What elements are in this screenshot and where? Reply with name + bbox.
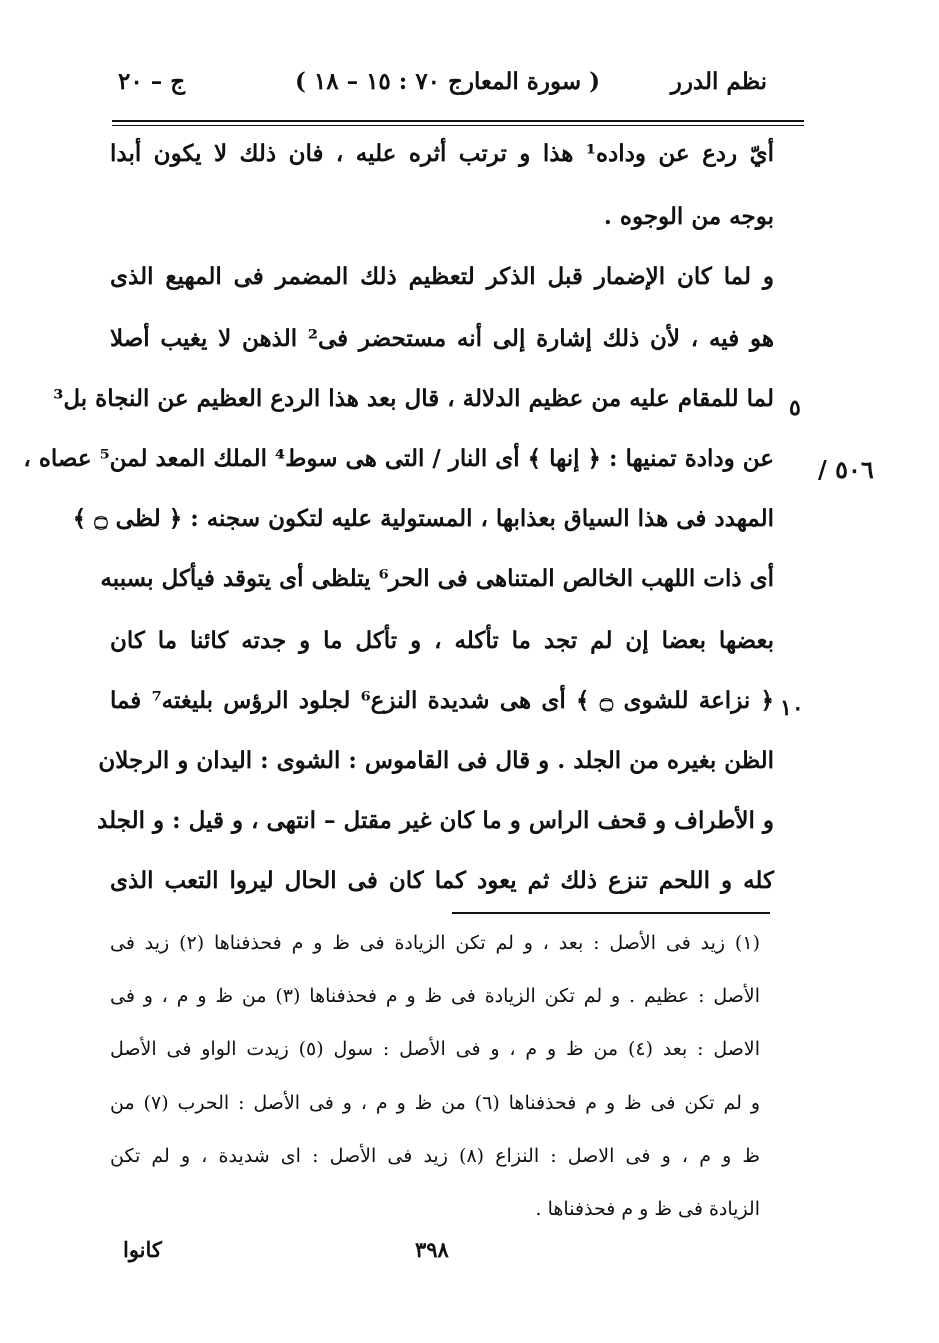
header-rule-thin [112,125,804,126]
text-line: لما للمقام عليه من عظيم الدلالة ، قال بعد هذا الردع العظيم عن النجاة بل³ [53,385,774,412]
text-line: بوجه من الوجوه . [603,203,774,230]
text-line: الظن بغيره من الجلد . و قال فى القاموس : الشوى : اليدان و الرجلان [98,747,774,774]
catchword: كانوا [123,1237,162,1262]
text-line: بعضها بعضا إن لم تجد ما تأكله ، و تأكل ما و جدته كائنا ما كان [110,627,774,654]
footnote-rule [452,912,770,914]
footnote-line: و لم تكن فى ظ و م فحذفناها (٦) من ظ و م ، و فى الأصل : الحرب (٧) من [110,1092,761,1114]
text-line: كله و اللحم تنزع ذلك ثم يعود كما كان فى الحال ليروا التعب الذى [110,867,774,894]
page-number: ٣٩٨ [415,1237,449,1262]
footnote-line: الاصل : بعد (٤) من ظ و م ، و فى الأصل : سول (٥) زيدت الواو فى الأصل [110,1038,760,1060]
footnote-line: (١) زيد فى الأصل : بعد ، و لم تكن الزيادة فى ظ و م فحذفناها (٢) زيد فى [110,932,760,954]
footnote-line: الأصل : عظيم . و لم تكن الزيادة فى ظ و م فحذفناها (٣) من ظ و م ، و فى [110,985,760,1007]
line-number-5: ٥ [789,395,801,421]
manuscript-folio-marker: ٥٠٦ / [818,455,874,484]
footnote-line: الزيادة فى ظ و م فحذفناها . [535,1198,760,1220]
footnote-line: ظ و م ، و فى الاصل : النزاع (٨) زيد فى الأصل : اى شديدة ، و لم تكن [110,1145,760,1167]
volume-number: ج – ٢٠ [118,68,186,95]
text-line: ﴿ نزاعة للشوى ۝ ﴾ أى هى شديدة النزع⁶ لجلود الرؤس بليغته⁷ فما [110,687,775,714]
text-line: أيّ ردع عن وداده¹ هذا و ترتب أثره عليه ، فان ذلك لا يكون أبدا [110,140,774,167]
surah-reference: ( سورة المعارج ٧٠ : ١٥ – ١٨ ) [294,68,600,95]
text-line: المهدد فى هذا السياق بعذابها ، المستولية عليه لتكون سجنه : ﴿ لظى ۝ ﴾ [72,505,774,532]
text-line: و الأطراف و قحف الراس و ما كان غير مقتل – انتهى ، و قيل : و الجلد [97,807,774,834]
running-title: نظم الدرر [670,68,767,95]
text-line: و لما كان الإضمار قبل الذكر لتعظيم ذلك المضمر فى المهيع الذى [110,263,774,290]
text-line: هو فيه ، لأن ذلك إشارة إلى أنه مستحضر فى² الذهن لا يغيب أصلا [110,325,774,352]
line-number-10: ١٠ [780,695,804,721]
header-rule [112,120,804,122]
text-line: عن ودادة تمنيها : ﴿ إنها ﴾ أى النار / التى هى سوط⁴ الملك المعد لمن⁵ عصاه ، [23,445,774,472]
text-line: أى ذات اللهب الخالص المتناهى فى الحر⁶ يتلظى أى يتوقد فيأكل بسببه [100,565,774,592]
